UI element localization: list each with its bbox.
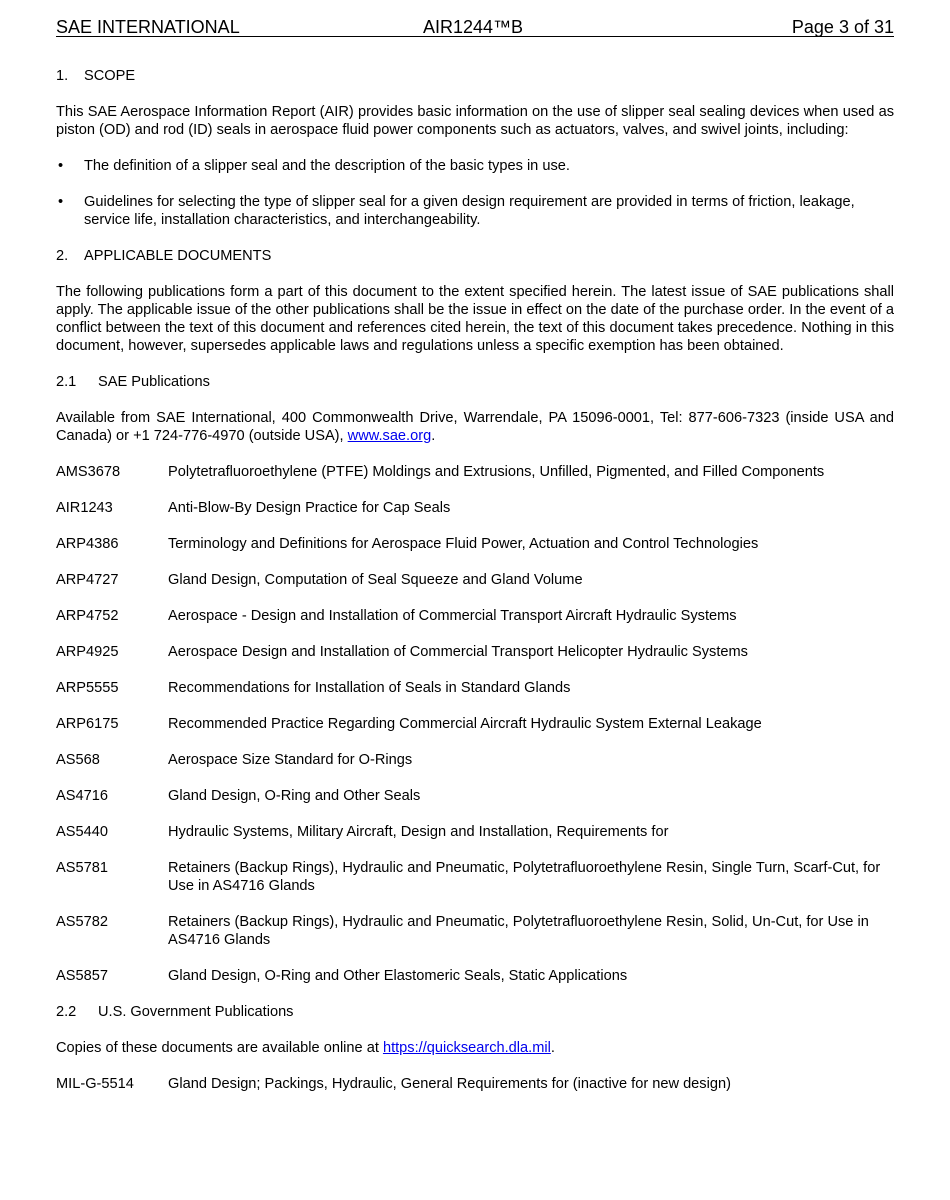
reference-title: Gland Design; Packings, Hydraulic, General Requirements for (inactive for new design) [168, 1076, 731, 1092]
reference-code: ARP4752 [56, 608, 119, 624]
subsection-title: SAE Publications [98, 374, 210, 390]
header-doc-id: AIR1244™B [423, 17, 524, 37]
reference-code: AS5781 [56, 860, 108, 876]
reference-row [56, 913, 894, 949]
section-title: SCOPE [84, 68, 136, 84]
reference-code: ARP4727 [56, 572, 119, 588]
reference-code: AIR1243 [56, 500, 113, 516]
reference-code: MIL-G-5514 [56, 1076, 134, 1092]
bullet-glyph: • [58, 158, 64, 174]
sae-website-link[interactable]: www.sae.org [347, 428, 432, 444]
government-availability-paragraph [56, 1039, 894, 1057]
header-page-number: Page 3 of 31 [791, 17, 894, 37]
subsection-number: 2.2 [56, 1004, 77, 1020]
reference-title: Terminology and Definitions for Aerospace Fluid Power, Actuation and Control Technologies [168, 536, 759, 552]
reference-code: AS4716 [56, 788, 108, 804]
bullet-text: The definition of a slipper seal and the description of the basic types in use. [84, 158, 570, 174]
reference-title: Retainers (Backup Rings), Hydraulic and Pneumatic, Polytetrafluoroethylene Resin, Solid, Un-Cut, for Use in AS4716 Glands [168, 914, 869, 948]
reference-title: Anti-Blow-By Design Practice for Cap Seals [168, 500, 451, 516]
sae-availability-paragraph [56, 409, 894, 445]
reference-row [56, 967, 894, 985]
reference-title: Gland Design, Computation of Seal Squeeze and Gland Volume [168, 572, 583, 588]
reference-row [56, 607, 894, 625]
subsection-heading-sae-publications [56, 373, 894, 391]
sentence-period: . [550, 1040, 555, 1056]
reference-code: ARP4925 [56, 644, 119, 660]
reference-title: Recommendations for Installation of Seals in Standard Glands [168, 680, 571, 696]
reference-code: AS568 [56, 752, 100, 768]
reference-row [56, 679, 894, 697]
section-number: 2. [56, 248, 69, 264]
reference-title: Hydraulic Systems, Military Aircraft, Design and Installation, Requirements for [168, 824, 669, 840]
reference-row [56, 787, 894, 805]
section-number: 1. [56, 68, 69, 84]
header-org: SAE INTERNATIONAL [56, 17, 240, 37]
reference-title: Gland Design, O-Ring and Other Elastomeric Seals, Static Applications [168, 968, 628, 984]
quicksearch-link[interactable]: https://quicksearch.dla.mil [382, 1040, 551, 1056]
bullet-text: Guidelines for selecting the type of slipper seal for a given design requirement are provided in terms of friction, leakage, service life, installation characteristics, and interchangeability. [84, 194, 855, 228]
page-header [56, 14, 894, 37]
scope-bullet-1 [56, 157, 894, 175]
reference-title: Polytetrafluoroethylene (PTFE) Moldings and Extrusions, Unfilled, Pigmented, and Filled Components [168, 464, 825, 480]
reference-title: Recommended Practice Regarding Commercial Aircraft Hydraulic System External Leakage [168, 716, 762, 732]
section-heading-scope [56, 67, 894, 85]
reference-row [56, 571, 894, 589]
reference-row [56, 499, 894, 517]
reference-code: ARP5555 [56, 680, 119, 696]
reference-row [56, 859, 894, 895]
reference-row [56, 463, 894, 481]
reference-title: Aerospace Size Standard for O-Rings [168, 752, 413, 768]
reference-code: ARP4386 [56, 536, 119, 552]
reference-row [56, 751, 894, 769]
applicable-documents-paragraph: The following publications form a part of this document to the extent specified herein. The latest issue of SAE publications shall apply. The applicable issue of the other publications shall be the issue in effect on the date of the purchase order. In the event of a conflict between the text of this document and references cited herein, the text of this document takes precedence. Nothing in this document, however, supersedes applicable laws and regulations unless a specific exemption has been obtained. [56, 284, 894, 354]
subsection-heading-government-publications [56, 1003, 894, 1021]
reference-title: Aerospace Design and Installation of Commercial Transport Helicopter Hydraulic Systems [168, 644, 748, 660]
reference-title: Aerospace - Design and Installation of Commercial Transport Aircraft Hydraulic Systems [168, 608, 737, 624]
sae-availability-text: Available from SAE International, 400 Commonwealth Drive, Warrendale, PA 15096-0001, Tel: 877-606-7323 (inside USA and Canada) or +1 724-776-4970 (outside USA), [56, 410, 894, 444]
bullet-glyph: • [58, 194, 64, 210]
government-availability-text: Copies of these documents are available online at [56, 1040, 383, 1056]
reference-code: ARP6175 [56, 716, 119, 732]
scope-bullet-2 [56, 193, 894, 229]
subsection-number: 2.1 [56, 374, 77, 390]
reference-row [56, 643, 894, 661]
reference-code: AS5440 [56, 824, 108, 840]
sae-reference-list [56, 463, 894, 985]
document-body [56, 67, 894, 1111]
subsection-title: U.S. Government Publications [98, 1004, 294, 1020]
section-heading-applicable-documents [56, 247, 894, 265]
reference-row [56, 1075, 894, 1093]
government-reference-list [56, 1075, 894, 1093]
reference-title: Retainers (Backup Rings), Hydraulic and Pneumatic, Polytetrafluoroethylene Resin, Single Turn, Scarf-Cut, for Use in AS4716 Glands [168, 860, 881, 894]
reference-code: AS5782 [56, 914, 108, 930]
reference-code: AMS3678 [56, 464, 121, 480]
reference-row [56, 535, 894, 553]
reference-row [56, 823, 894, 841]
scope-paragraph: This SAE Aerospace Information Report (AIR) provides basic information on the use of slipper seal sealing devices when used as piston (OD) and rod (ID) seals in aerospace fluid power components such as actuators, valves, and swivel joints, including: [56, 104, 894, 138]
reference-row [56, 715, 894, 733]
reference-title: Gland Design, O-Ring and Other Seals [168, 788, 421, 804]
reference-code: AS5857 [56, 968, 108, 984]
section-title: APPLICABLE DOCUMENTS [84, 248, 272, 264]
sentence-period: . [431, 428, 436, 444]
